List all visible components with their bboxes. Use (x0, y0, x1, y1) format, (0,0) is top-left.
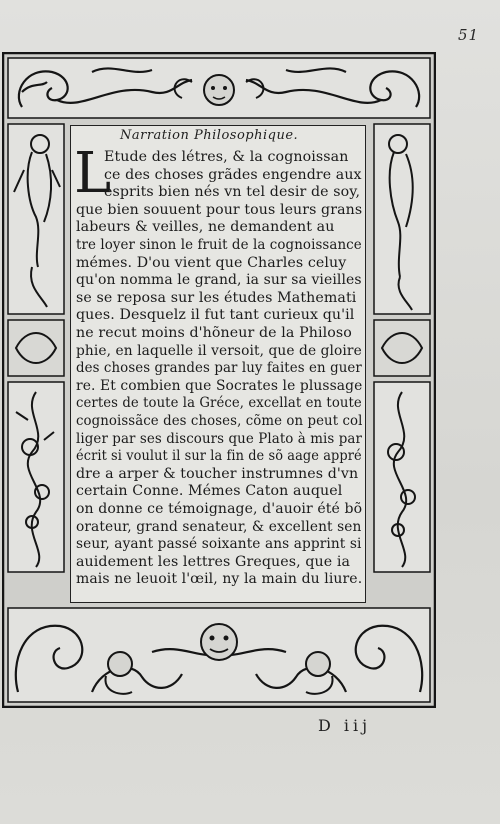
text-line: ce des choses grãdes engendre aux (104, 166, 362, 183)
text-line: tre loyer sinon le fruit de la cognoissance (76, 237, 362, 253)
text-line: mais ne leuoit l'œil, ny la main du liure. (76, 571, 363, 588)
text-line: phie, en laquelle il versoit, que de gloire (76, 342, 362, 359)
text-line: labeurs & veilles, ne demandent au (76, 219, 335, 236)
text-line: auidement les lettres Greques, que ia (76, 553, 351, 570)
drop-cap: L (74, 141, 112, 206)
text-line: dre a arper & toucher instrumnes d'vn (76, 465, 359, 482)
text-line: des choses grandes par luy faites en guer (76, 360, 362, 377)
text-line: seur, ayant passé soixante ans apprint si (76, 536, 362, 553)
section-heading: Narration Philosophique. (120, 128, 299, 143)
text-line: se se reposa sur les études Mathemati (76, 289, 357, 306)
text-line: mémes. D'ou vient que Charles celuy (76, 254, 347, 271)
text-line: liger par ses discours que Plato à mis par (76, 430, 362, 447)
text-line: orateur, grand senateur, & excellent sen (76, 518, 362, 535)
text-line: esprits bien nés vn tel desir de soy, (104, 184, 361, 201)
text-line: qu'on nomma le grand, ia sur sa vieilles (76, 272, 362, 289)
text-line: ques. Desquelz il fut tant curieux qu'il (76, 307, 355, 324)
text-line: écrit si voulut il sur la fin de sõ aage appré (76, 448, 362, 465)
text-line: Etude des létres, & la cognoissan (104, 149, 349, 165)
text-line: on donne ce témoignage, d'auoir été bõ (76, 501, 363, 517)
page-number: 51 (458, 26, 480, 44)
signature-mark: D iij (318, 716, 372, 735)
text-line: re. Et combien que Socrates le plussage (76, 377, 363, 394)
text-line: certes de toute la Gréce, excellat en toute (76, 395, 362, 412)
text-line: cognoissãce des choses, cõme on peut col (76, 413, 363, 429)
text-line: certain Conne. Mémes Caton auquel (76, 483, 343, 500)
text-line: ne recut moins d'hõneur de la Philoso (76, 325, 352, 341)
text-line: que bien souuent pour tous leurs grans (76, 201, 363, 218)
